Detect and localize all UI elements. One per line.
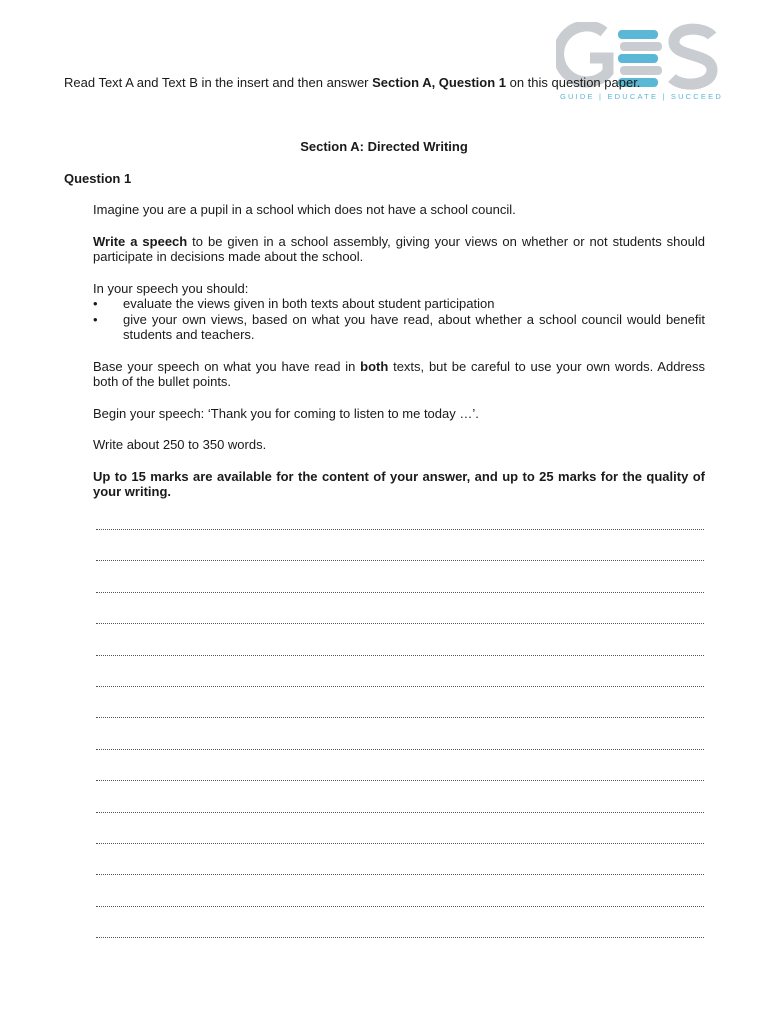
intro-instruction — [64, 75, 640, 91]
logo-tagline: GUIDE | EDUCATE | SUCCEED — [560, 92, 723, 101]
intro-suffix: on this question paper. — [505, 75, 641, 90]
answer-area[interactable] — [96, 516, 704, 938]
bullet-item — [93, 296, 705, 312]
scenario-text: Imagine you are a pupil in a school which does not have a school council. — [93, 202, 516, 217]
answer-line[interactable] — [96, 593, 704, 624]
bullet-list — [93, 296, 705, 343]
task-rest: to be given in a school assembly, giving your views on whether or not students should participate in decisions made about the school. — [93, 233, 705, 264]
answer-line[interactable] — [96, 561, 704, 592]
answer-line[interactable] — [96, 907, 704, 938]
base-instruction — [93, 359, 705, 390]
ges-logo — [556, 22, 723, 104]
answer-line[interactable] — [96, 530, 704, 561]
base-bold: both — [360, 358, 389, 374]
intro-prefix: Read Text A and Text B in the insert and then answer — [64, 75, 373, 90]
question-heading: Question 1 — [64, 171, 132, 186]
answer-line[interactable] — [96, 781, 704, 812]
begin-instruction: Begin your speech: ‘Thank you for coming to listen to me today …’. — [93, 405, 479, 421]
base-prefix: Base your speech on what you have read in — [93, 358, 361, 374]
bullets-intro: In your speech you should: — [93, 280, 249, 296]
bullet-text: give your own views, based on what you have read, about whether a school council would benefit students and teachers. — [123, 311, 705, 342]
bullet-icon: • — [93, 296, 98, 311]
bullet-text: evaluate the views given in both texts about student participation — [123, 296, 495, 311]
question-body — [93, 202, 705, 516]
intro-bold: Section A, Question 1 — [372, 75, 506, 90]
answer-line[interactable] — [96, 813, 704, 844]
word-count: Write about 250 to 350 words. — [93, 437, 267, 452]
answer-line[interactable] — [96, 750, 704, 781]
bullet-icon: • — [93, 311, 98, 327]
answer-line[interactable] — [96, 656, 704, 687]
answer-line[interactable] — [96, 516, 704, 530]
task-bold: Write a speech — [93, 233, 188, 249]
answer-line[interactable] — [96, 844, 704, 875]
task-text — [93, 234, 705, 265]
section-title: Section A: Directed Writing — [300, 139, 468, 154]
marks-info: Up to 15 marks are available for the content of your answer, and up to 25 marks for the quality of your writing. — [93, 468, 705, 499]
answer-line[interactable] — [96, 875, 704, 906]
base-suffix: texts, but be careful to use your own words. Address both of the bullet points. — [93, 358, 705, 389]
bullet-item — [93, 312, 705, 343]
answer-line[interactable] — [96, 624, 704, 655]
answer-line[interactable] — [96, 687, 704, 718]
answer-line[interactable] — [96, 718, 704, 749]
